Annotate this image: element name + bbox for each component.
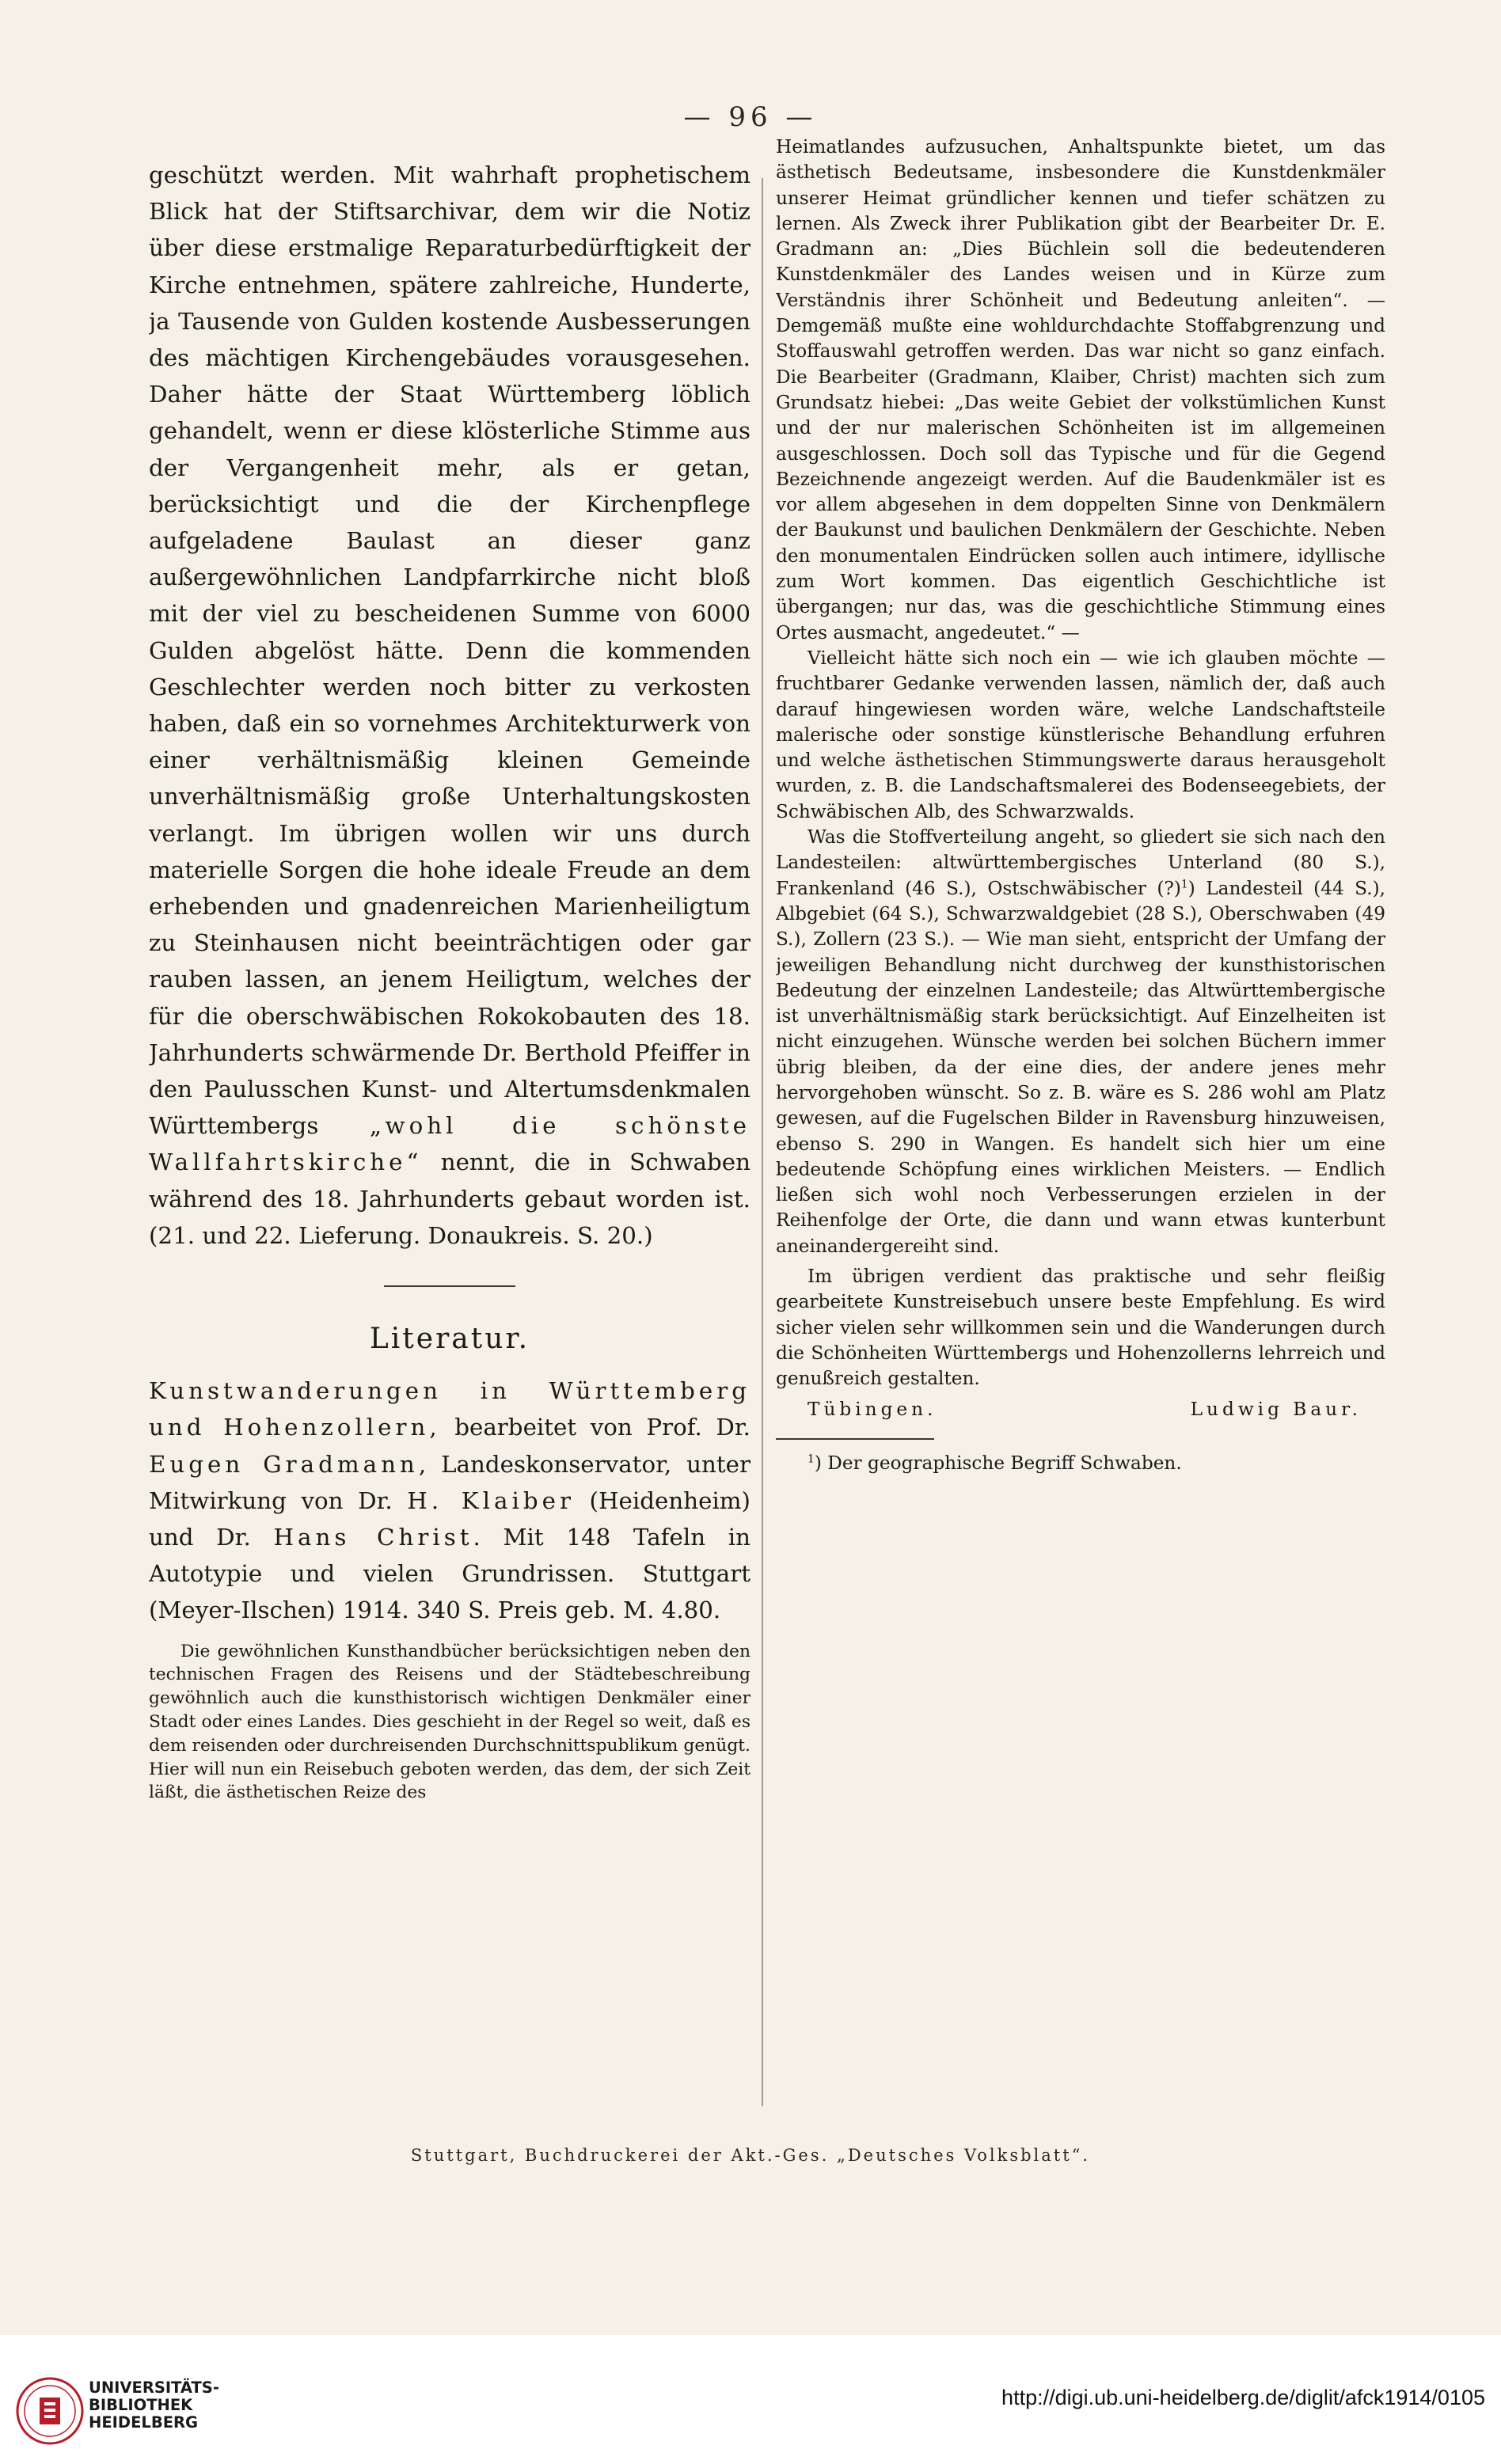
article-text: geschützt werden. Mit wahrhaft prophetischem Blick hat der Stiftsarchivar, dem wir die Notiz über diese erstmalige Reparaturbedürftigkeit der Kirche entnehmen, spätere zahlreiche, Hunderte, ja Tausende von Gulden kostende Ausbesserungen des mächtigen Kirchengebäudes vorausgesehen. Daher hätte der Staat Württemberg löblich gehandelt, wenn er diese klösterliche Stimme aus der Vergangenheit mehr, als er getan, berücksichtigt und die der Kirchenpflege aufgeladene Baulast an dieser ganz außergewöhnlichen Landpfarrkirche nicht bloß mit der viel zu bescheidenen Summe von 6000 Gulden abgelöst hätte. Denn die kommenden Geschlechter werden noch bitter zu verkosten haben, daß ein so vornehmes Architekturwerk von einer verhältnismäßig kleinen Gemeinde unverhältnismäßig große Unterhaltungskosten verlangt. Im übrigen wollen wir uns durch materielle Sorgen die hohe ideale Freude an dem erhebenden und gnadenreichen Marienheiligtum zu Steinhausen nicht beeinträchtigen oder gar rauben lassen, an jenem Heiligtum, welches der für die oberschwäbischen Rokokobauten des 18. Jahrhunderts schwärmende Dr. Berthold Pfeiffer in den Paulusschen Kunst- und Altertumsdenkmalen Württembergs bbox=[149, 161, 750, 1140]
book-title: Kunstwanderungen in Württemberg und Hohenzollern, bbox=[149, 1377, 750, 1441]
column-divider bbox=[762, 178, 763, 2106]
book-details: (Heidenheim) und Dr. bbox=[149, 1486, 750, 1551]
article-text-end: nennt, die in Schwaben während des 18. Jahrhunderts gebaut worden ist. (21. und 22. Lieferung. Donaukreis. S. 20.) bbox=[149, 1148, 750, 1249]
signature-place: Tübingen. bbox=[808, 1398, 937, 1420]
footnote-text: ) Der geographische Begriff Schwaben. bbox=[814, 1452, 1182, 1474]
review-paragraph-3a: Was die Stoffverteilung angeht, so gliedert sie sich nach den Landesteilen: altwürttembergisches Unterland (80 S.), Frankenland (46 S.), Ostschwäbischer (?) bbox=[776, 826, 1385, 899]
right-column bbox=[776, 135, 1385, 1476]
university-line: UNIVERSITÄTS- bbox=[89, 2379, 219, 2397]
author-name: Hans Christ bbox=[273, 1523, 473, 1551]
book-details: . Mit 148 Tafeln in Autotypie und vielen Grundrissen. Stuttgart (Meyer-Ilschen) 1914. 340 S. Preis geb. M. 4.80. bbox=[149, 1523, 750, 1624]
footnote-rule bbox=[776, 1438, 934, 1440]
university-line: BIBLIOTHEK bbox=[89, 2396, 193, 2414]
signature bbox=[776, 1397, 1385, 1422]
emphasized-quote: „wohl die schönste Wallfahrtskirche“ bbox=[149, 1112, 750, 1176]
book-citation bbox=[149, 1372, 750, 1628]
article-conclusion bbox=[149, 157, 750, 1254]
university-line: HEIDELBERG bbox=[89, 2413, 199, 2432]
footnote-number: 1 bbox=[808, 1452, 815, 1466]
signature-name: Ludwig Baur. bbox=[1190, 1398, 1362, 1420]
review-paragraph-4: Im übrigen verdient das praktische und sehr fleißig gearbeitete Kunstreisebuch unsere beste Empfehlung. Es wird sicher vielen sehr willkommen sein und die Wanderungen durch die Schönheiten Württembergs und Hohenzollerns lehrreich und genußreich gestalten. bbox=[776, 1266, 1385, 1390]
source-url-link[interactable]: http://digi.ub.uni-heidelberg.de/diglit/afck1914/0105 bbox=[1001, 2386, 1485, 2409]
review-paragraph-3b: ) Landesteil (44 S.), Albgebiet (64 S.), Schwarzwaldgebiet (28 S.), Oberschwaben (49 S.), Zollern (23 S.). — Wie man sieht, entspricht der Umfang der jeweiligen Behandlung nicht durchweg der kunsthistorischen Bedeutung der einzelnen Landesteile; das Altwürttembergische ist unverhältnismäßig stark berücksichtigt. Auf Einzelheiten ist nicht einzugehen. Wünsche werden bei solchen Büchern immer übrig bleiben, da der eine dies, der andere jenes mehr hervorgehoben wünscht. So z. B. wäre es S. 286 wohl am Platz gewesen, auf die Fugelschen Bilder in Ravensburg hinzuweisen, ebenso S. 290 in Wangen. Es handelt sich hier um eine bedeutende Schöpfung eines wirklichen Meisters. — Endlich ließen sich wohl noch Verbesserungen erzielen in der Reihenfolge der Orte, die dann und wann etwas kunterbunt aneinandergereiht sind. bbox=[776, 877, 1385, 1257]
review-text-continued: Heimatlandes aufzusuchen, Anhaltspunkte bietet, um das ästhetisch Bedeutsame, insbesondere die Kunstdenkmäler unserer Heimat gründlicher kennen und tiefer schätzen zu lernen. Als Zweck ihrer Publikation gibt der Bearbeiter Dr. E. Gradmann an: „Dies Büchlein soll die bedeutenderen Kunstdenkmäler des Landes weisen und in Kürze zum Verständnis ihrer Schönheit und Bedeutung anleiten“. — Demgemäß mußte eine wohldurchdachte Stoffabgrenzung und Stoffauswahl getroffen werden. Das war nicht so ganz einfach. Die Bearbeiter (Gradmann, Klaiber, Christ) machten sich zum Grundsatz hiebei: „Das weite Gebiet der volkstümlichen Kunst und der nur malerischen Schönheiten ist im allgemeinen ausgeschlossen. Doch soll das Typische und für die Gegend Bezeichnende angezeigt werden. Auf die Baudenkmäler ist es vor allem abgesehen in dem doppelten Sinne von Denkmälern der Baukunst und baulichen Denkmälern der Geschichte. Neben den monumentalen Eindrücken sollen auch intimere, idyllische zum Wort kommen. Das eigentlich Geschichtliche ist übergangen; nur das, was die geschichtliche Stimmung eines Ortes ausmacht, angedeutet.“ — bbox=[776, 136, 1385, 644]
book-details: bearbeitet von Prof. Dr. bbox=[440, 1414, 750, 1441]
printer-imprint: Stuttgart, Buchdruckerei der Akt.-Ges. „Deutsches Volksblatt“. bbox=[410, 2146, 1091, 2165]
page-number: — 96 — bbox=[683, 101, 818, 133]
section-heading: Literatur. bbox=[369, 1323, 530, 1356]
footnote-marker: 1 bbox=[1180, 877, 1188, 890]
review-paragraph-2: Vielleicht hätte sich noch ein — wie ich glauben möchte — fruchtbarer Gedanke verwenden lassen, nämlich der, daß auch darauf hingewiesen worden wäre, welche Landschaftsteile malerische oder sonstige künstlerische Behandlung erfuhren und welche ästhetischen Stimmungswerte daraus herausgeholt wurden, z. B. die Landschaftsmalerei des Bodenseegebiets, der Schwäbischen Alb, des Schwarzwalds. bbox=[776, 647, 1385, 822]
section-rule bbox=[384, 1285, 515, 1287]
university-name bbox=[89, 2379, 219, 2432]
book-details: , Landeskonservator, unter Mitwirkung von Dr. bbox=[149, 1450, 750, 1514]
left-column bbox=[149, 157, 750, 1805]
university-seal-icon bbox=[16, 2377, 84, 2445]
review-paragraph-3 bbox=[776, 825, 1385, 1259]
author-name: Eugen Gradmann bbox=[149, 1450, 419, 1478]
footnote bbox=[808, 1451, 1385, 1476]
review-text-start: Die gewöhnlichen Kunsthandbücher berücksichtigen neben den technischen Fragen des Reisens und der Städtebeschreibung gewöhnlich auch die kunsthistorisch wichtigen Denkmäler einer Stadt oder eines Landes. Dies geschieht in der Regel so weit, daß es dem reisenden oder durchreisenden Durchschnittspublikum genügt. Hier will nun ein Reisebuch geboten werden, das dem, der sich Zeit läßt, die ästhetischen Reize des bbox=[149, 1641, 750, 1803]
author-name: H. Klaiber bbox=[407, 1486, 575, 1514]
